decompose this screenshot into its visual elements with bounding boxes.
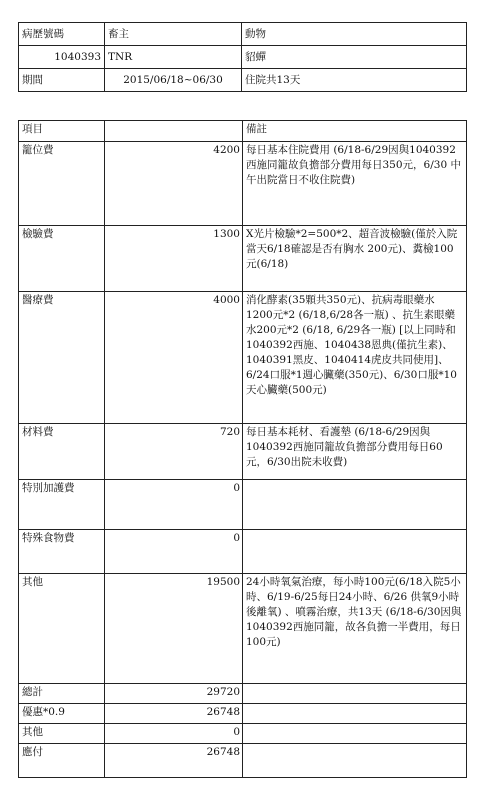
summary-amount: 26748 bbox=[105, 704, 243, 724]
summary-row-payable bbox=[19, 744, 467, 778]
fee-row bbox=[19, 142, 467, 226]
fee-row bbox=[19, 292, 467, 424]
summary-label: 總計 bbox=[19, 684, 105, 704]
fee-note bbox=[243, 480, 467, 530]
owner-label: 畜主 bbox=[105, 23, 242, 46]
summary-note bbox=[243, 704, 467, 724]
summary-row-discount bbox=[19, 704, 467, 724]
fee-amount: 720 bbox=[105, 424, 243, 480]
col-amount-header bbox=[105, 121, 243, 142]
summary-amount: 29720 bbox=[105, 684, 243, 704]
fee-note: X光片檢驗*2=500*2、超音波檢驗(僅於入院當天6/18確認是否有胸水 200元)、糞檢100元(6/18) bbox=[243, 226, 467, 292]
summary-amount: 26748 bbox=[105, 744, 243, 778]
fee-row bbox=[19, 480, 467, 530]
patient-info-table bbox=[18, 22, 467, 92]
fee-item: 醫療費 bbox=[19, 292, 105, 424]
fee-item: 材料費 bbox=[19, 424, 105, 480]
header-period-row bbox=[19, 69, 467, 92]
summary-note bbox=[243, 684, 467, 704]
owner-value: TNR bbox=[105, 46, 242, 69]
period-value: 2015/06/18~06/30 bbox=[105, 69, 242, 92]
col-notes-header: 備註 bbox=[243, 121, 467, 142]
fee-item: 特殊食物費 bbox=[19, 530, 105, 574]
summary-label: 其他 bbox=[19, 724, 105, 744]
col-item-header: 項目 bbox=[19, 121, 105, 142]
animal-value: 貂蟬 bbox=[242, 46, 467, 69]
animal-label: 動物 bbox=[242, 23, 467, 46]
summary-amount: 0 bbox=[105, 724, 243, 744]
fee-amount: 4200 bbox=[105, 142, 243, 226]
fee-row bbox=[19, 226, 467, 292]
record-no-value: 1040393 bbox=[19, 46, 105, 69]
summary-row-total bbox=[19, 684, 467, 704]
fee-row bbox=[19, 424, 467, 480]
fee-note: 每日基本住院費用 (6/18-6/29因與1040392西施同籠故負擔部分費用每日350元，6/30 中午出院當日不收住院費) bbox=[243, 142, 467, 226]
summary-row-other bbox=[19, 724, 467, 744]
header-labels-row bbox=[19, 23, 467, 46]
fee-note: 24小時氧氣治療，每小時100元(6/18入院5小時、6/19-6/25每日24小時、6/26 供氧9小時後離氧) 、噴霧治療，共13天 (6/18-6/30因與1040392西施同籠，故各負擔一半費用，每日100元) bbox=[243, 574, 467, 684]
summary-label: 優惠*0.9 bbox=[19, 704, 105, 724]
fee-item: 檢驗費 bbox=[19, 226, 105, 292]
fee-amount: 0 bbox=[105, 480, 243, 530]
fee-amount: 19500 bbox=[105, 574, 243, 684]
fee-amount: 1300 bbox=[105, 226, 243, 292]
fee-item: 其他 bbox=[19, 574, 105, 684]
fee-item: 籠位費 bbox=[19, 142, 105, 226]
fee-item: 特別加護費 bbox=[19, 480, 105, 530]
summary-label: 應付 bbox=[19, 744, 105, 778]
fee-note: 每日基本耗材、看護墊 (6/18-6/29因與1040392西施同籠故負擔部分費用每日60元，6/30出院未收費) bbox=[243, 424, 467, 480]
record-no-label: 病歷號碼 bbox=[19, 23, 105, 46]
summary-note bbox=[243, 744, 467, 778]
fee-table bbox=[18, 120, 467, 778]
header-values-row bbox=[19, 46, 467, 69]
fee-amount: 0 bbox=[105, 530, 243, 574]
fee-row bbox=[19, 574, 467, 684]
fee-amount: 4000 bbox=[105, 292, 243, 424]
stay-value: 住院共13天 bbox=[242, 69, 467, 92]
fee-row bbox=[19, 530, 467, 574]
fee-note bbox=[243, 530, 467, 574]
fee-note: 消化酵素(35顆共350元)、抗病毒眼藥水 1200元*2 (6/18,6/28各一瓶) 、抗生素眼藥水200元*2 (6/18, 6/29各一瓶) [以上同時和1040392西施、1040438恩典(僅抗生素)、1040391黑皮、1040414虎皮共同使用]、6/24口服*1週心臟藥(350元)、6/30口服*10天心臟藥(500元) bbox=[243, 292, 467, 424]
fee-header-row bbox=[19, 121, 467, 142]
period-label: 期間 bbox=[19, 69, 105, 92]
summary-note bbox=[243, 724, 467, 744]
